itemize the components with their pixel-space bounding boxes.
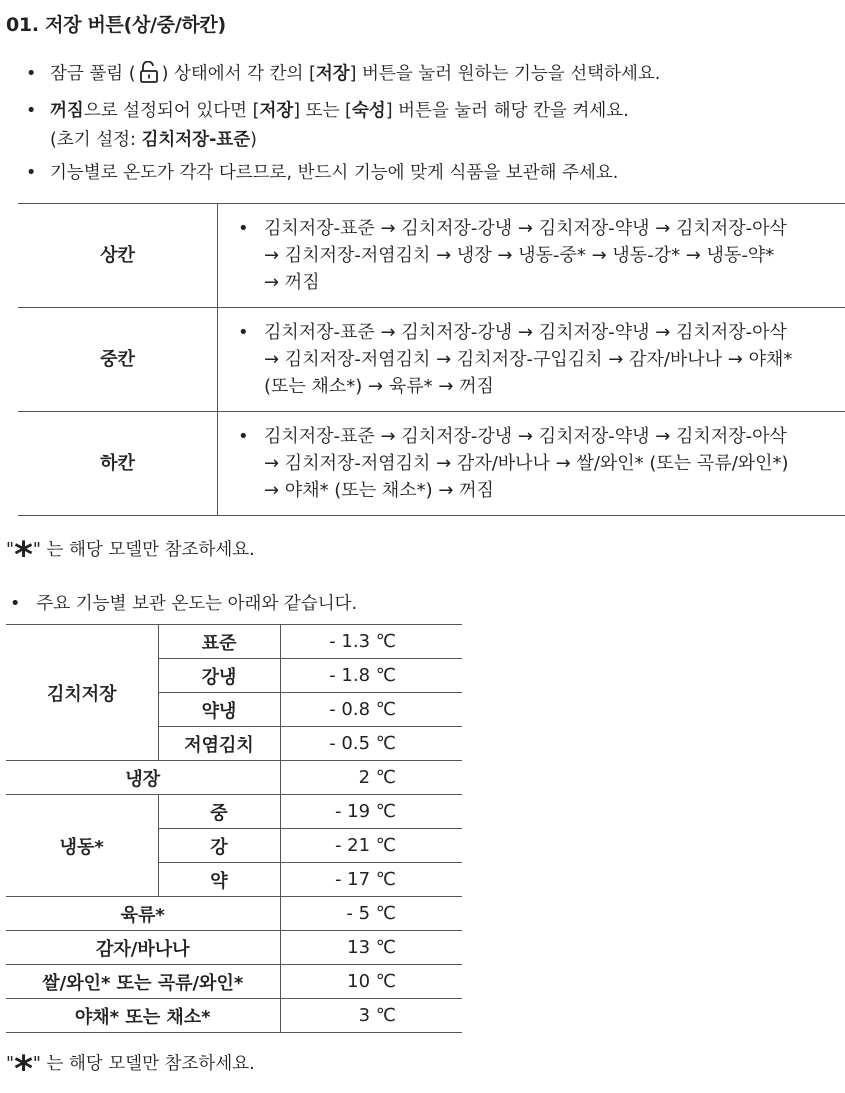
mode-label: 표준 — [158, 625, 280, 659]
temp-value: 10 ℃ — [280, 965, 462, 999]
mode-label: 강 — [158, 829, 280, 863]
table-row — [6, 897, 462, 931]
group-label: 김치저장 — [6, 625, 158, 761]
temperature-intro: • 주요 기능별 보관 온도는 아래와 같습니다. — [10, 590, 357, 615]
unlock-icon — [139, 61, 159, 93]
table-row — [18, 204, 845, 308]
model-note: "*" 는 해당 모델만 참조하세요. — [6, 535, 255, 576]
instruction-item: • 꺼짐으로 설정되어 있다면 [저장] 또는 [숙성] 버튼을 눌러 해당 칸을 켜세요. (초기 설정: 김치저장-표준) — [24, 97, 834, 155]
mode-label: 강냉 — [158, 659, 280, 693]
instruction-item: • 잠금 풀림 ( ) 상태에서 각 칸의 [저장] 버튼을 눌러 원하는 기능을 선택하세요. — [24, 60, 834, 93]
group-label: 육류* — [6, 897, 280, 931]
table-row — [6, 795, 462, 829]
table-row — [18, 308, 845, 412]
compartment-sequence-table — [18, 203, 845, 516]
table-row — [6, 931, 462, 965]
table-row — [6, 625, 462, 659]
temp-value: - 0.8 ℃ — [280, 693, 462, 727]
asterisk-icon: * — [14, 1049, 33, 1090]
sequence-text: • 김치저장-표준 → 김치저장-강냉 → 김치저장-약냉 → 김치저장-아삭 → 김치저장-저염김치 → 감자/바나나 → 쌀/와인* (또는 곡류/와인*) → 야채* (또는 채소*) → 꺼짐 — [238, 423, 839, 504]
sequence-text: • 김치저장-표준 → 김치저장-강냉 → 김치저장-약냉 → 김치저장-아삭 → 김치저장-저염김치 → 냉장 → 냉동-중* → 냉동-강* → 냉동-약* → 꺼짐 — [238, 215, 839, 296]
temp-value: 13 ℃ — [280, 931, 462, 965]
temp-value: - 1.8 ℃ — [280, 659, 462, 693]
temp-value: - 0.5 ℃ — [280, 727, 462, 761]
sequence-text: • 김치저장-표준 → 김치저장-강냉 → 김치저장-약냉 → 김치저장-아삭 → 김치저장-저염김치 → 김치저장-구입김치 → 감자/바나나 → 야채* (또는 채소*) → 육류* → 꺼짐 — [238, 319, 839, 400]
temp-value: - 5 ℃ — [280, 897, 462, 931]
table-row — [6, 761, 462, 795]
instruction-item: • 기능별로 온도가 각각 다르므로, 반드시 기능에 맞게 식품을 보관해 주세요. — [24, 159, 834, 188]
compartment-label: 하칸 — [18, 412, 218, 516]
group-label: 냉동* — [6, 795, 158, 897]
section-title: 01. 저장 버튼(상/중/하칸) — [6, 14, 226, 36]
compartment-label: 상칸 — [18, 204, 218, 308]
temperature-table — [6, 624, 462, 1033]
compartment-label: 중칸 — [18, 308, 218, 412]
group-label: 쌀/와인* 또는 곡류/와인* — [6, 965, 280, 999]
temp-value: 2 ℃ — [280, 761, 462, 795]
mode-label: 저염김치 — [158, 727, 280, 761]
mode-label: 약 — [158, 863, 280, 897]
model-note: "*" 는 해당 모델만 참조하세요. — [6, 1049, 255, 1090]
temp-value: 3 ℃ — [280, 999, 462, 1033]
temp-value: - 21 ℃ — [280, 829, 462, 863]
mode-label: 중 — [158, 795, 280, 829]
instruction-list — [24, 60, 834, 192]
table-row — [18, 412, 845, 516]
table-row — [6, 999, 462, 1033]
group-label: 냉장 — [6, 761, 280, 795]
temp-value: - 17 ℃ — [280, 863, 462, 897]
temp-value: - 1.3 ℃ — [280, 625, 462, 659]
group-label: 야채* 또는 채소* — [6, 999, 280, 1033]
mode-label: 약냉 — [158, 693, 280, 727]
temp-value: - 19 ℃ — [280, 795, 462, 829]
group-label: 감자/바나나 — [6, 931, 280, 965]
table-row — [6, 965, 462, 999]
asterisk-icon: * — [14, 535, 33, 576]
